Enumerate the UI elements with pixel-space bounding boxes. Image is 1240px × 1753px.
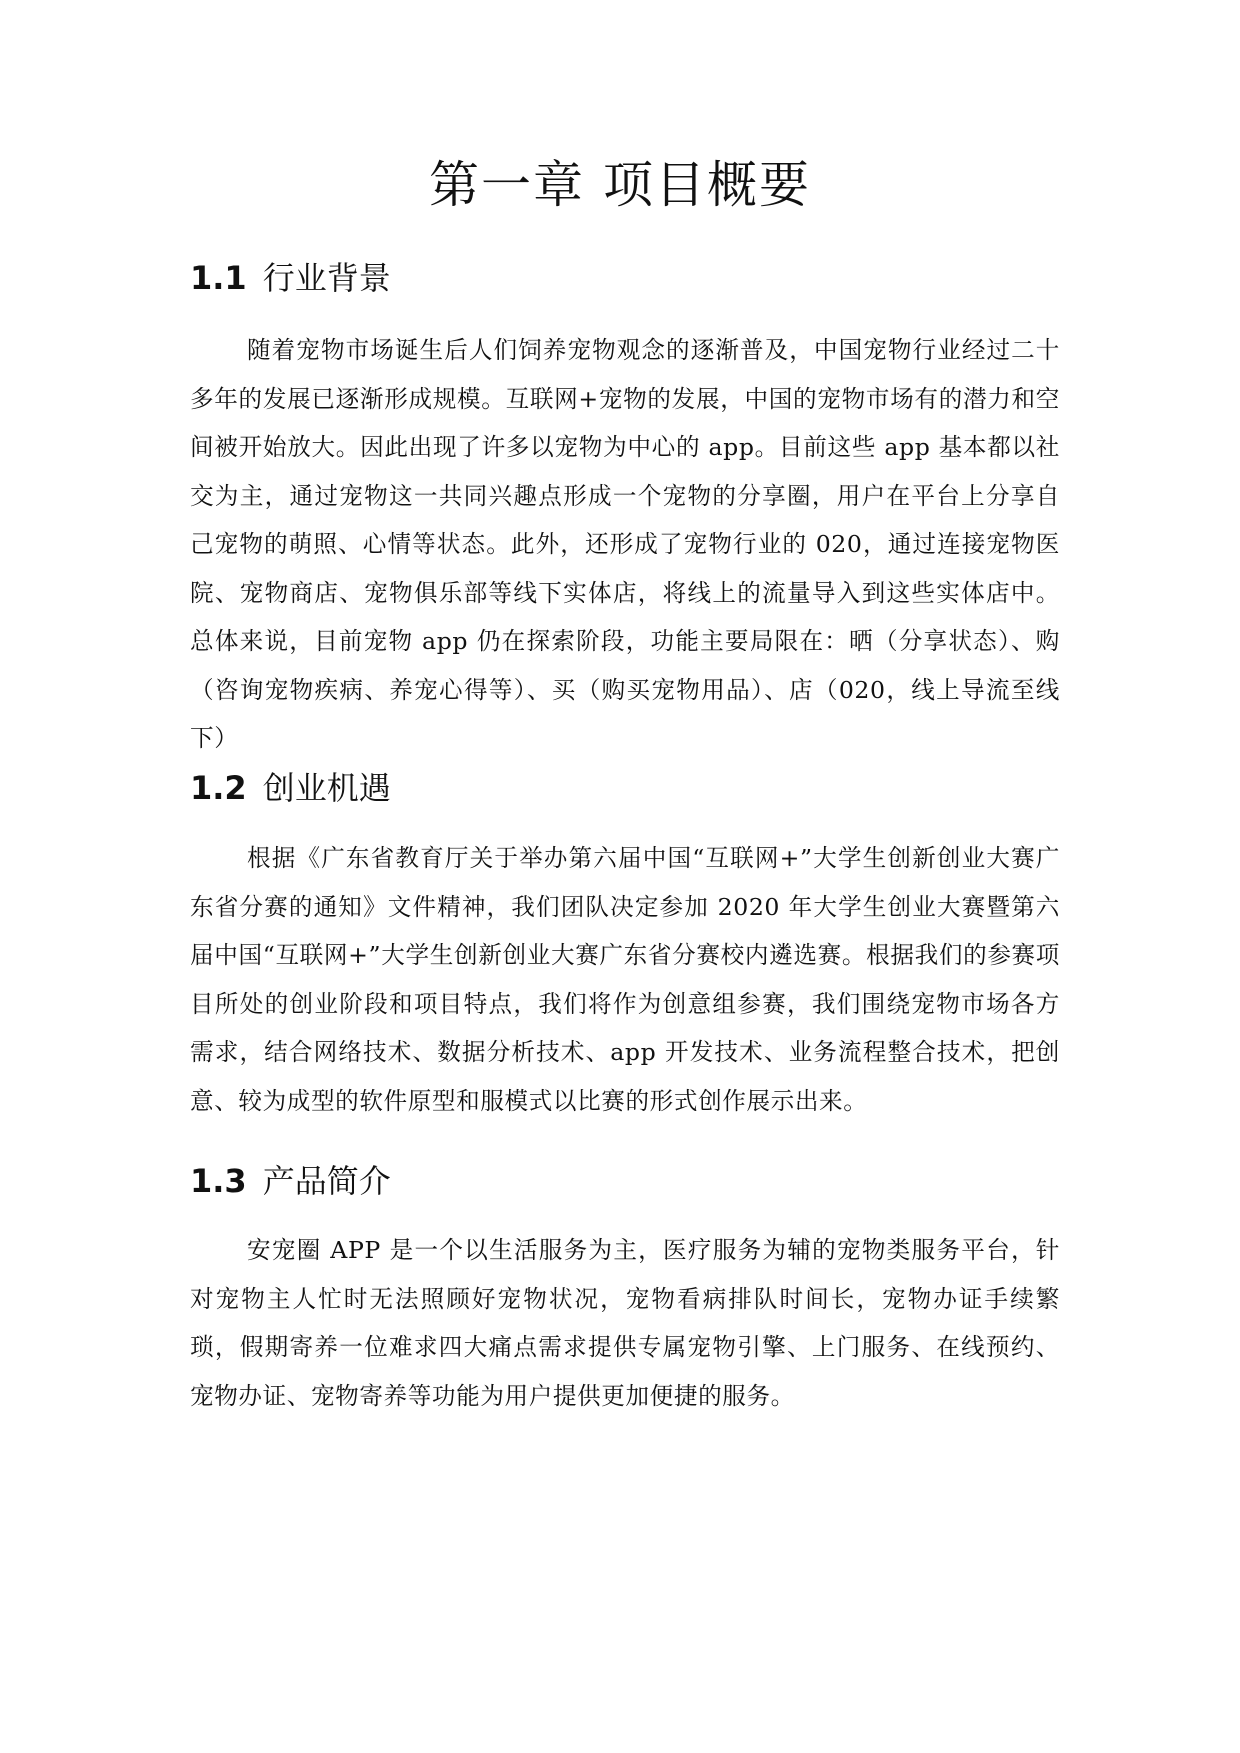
paragraph-startup-opportunity: 根据《广东省教育厅关于举办第六届中国“互联网+”大学生创新创业大赛广东省分赛的通知》文件精神，我们团队决定参加 2020 年大学生创业大赛暨第六届中国“互联网+”大学生创新创业大赛广东省分赛校内遴选赛。根据我们的参赛项目所处的创业阶段和项目特点，我们将作为创意组参赛，我们围绕宠物市场各方需求，结合网络技术、数据分析技术、app 开发技术、业务流程整合技术，把创意、较为成型的软件原型和服模式以比赛的形式创作展示出来。 [190, 844, 1060, 1115]
section-number: 1.1 [190, 259, 247, 297]
paragraph-product-intro: 安宠圈 APP 是一个以生活服务为主，医疗服务为辅的宠物类服务平台，针对宠物主人忙时无法照顾好宠物状况，宠物看病排队时间长，宠物办证手续繁琐，假期寄养一位难求四大痛点需求提供专属宠物引擎、上门服务、在线预约、宠物办证、宠物寄养等功能为用户提供更加便捷的服务。 [190, 1236, 1060, 1410]
section-number: 1.3 [190, 1162, 247, 1200]
section-heading-startup-opportunity [190, 766, 391, 810]
section-heading-product-intro [190, 1159, 391, 1203]
chapter-title: 第一章 项目概要 [429, 156, 811, 214]
section-heading-industry-background [190, 256, 391, 300]
section-title: 行业背景 [262, 259, 391, 297]
section-number: 1.2 [190, 769, 247, 807]
section-title: 创业机遇 [262, 769, 391, 807]
section-title: 产品简介 [262, 1162, 391, 1200]
paragraph-industry-background: 随着宠物市场诞生后人们饲养宠物观念的逐渐普及，中国宠物行业经过二十多年的发展已逐渐形成规模。互联网+宠物的发展，中国的宠物市场有的潜力和空间被开始放大。因此出现了许多以宠物为中心的 app。目前这些 app 基本都以社交为主，通过宠物这一共同兴趣点形成一个宠物的分享圈，用户在平台上分享自己宠物的萌照、心情等状态。此外，还形成了宠物行业的 020，通过连接宠物医院、宠物商店、宠物俱乐部等线下实体店，将线上的流量导入到这些实体店中。总体来说，目前宠物 app 仍在探索阶段，功能主要局限在：晒（分享状态）、购（咨询宠物疾病、养宠心得等）、买（购买宠物用品）、店（020，线上导流至线下） [190, 336, 1060, 752]
